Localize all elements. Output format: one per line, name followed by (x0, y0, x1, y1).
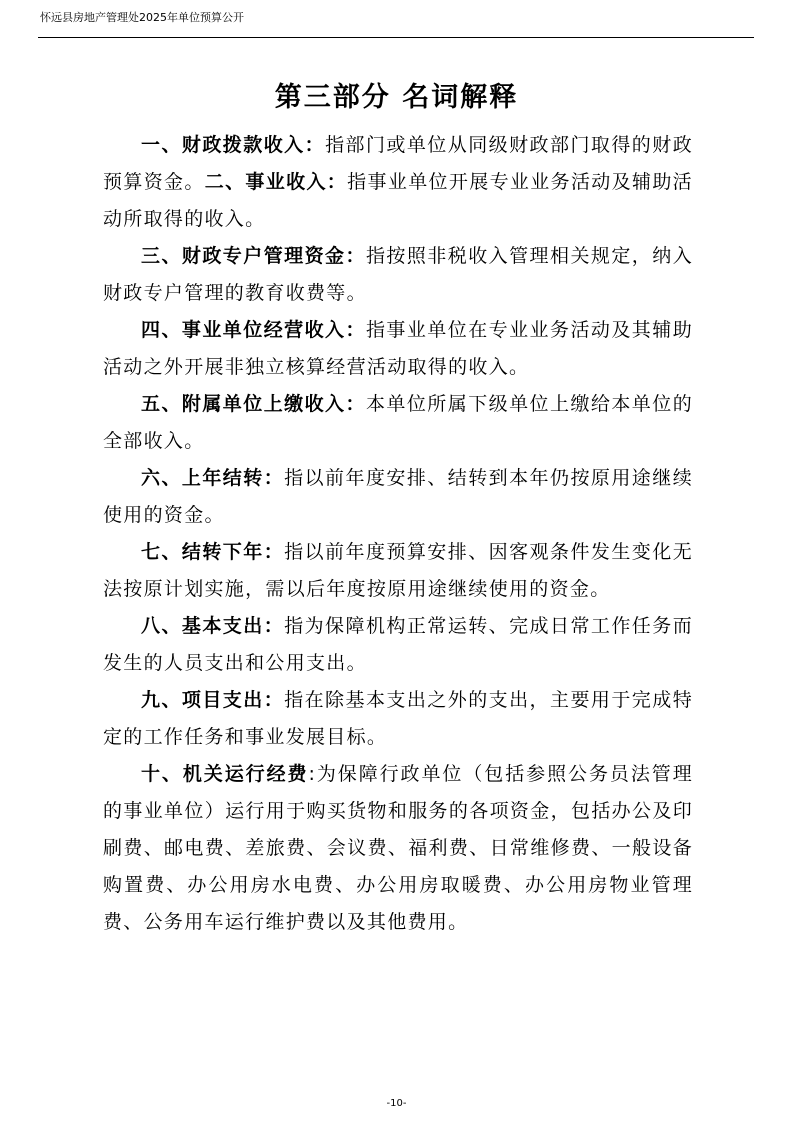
glossary-term: 一、财政拨款收入： (141, 134, 326, 156)
glossary-paragraph-7 (103, 608, 693, 682)
glossary-paragraph-8 (103, 682, 693, 756)
glossary-definition: :为保障行政单位（包括参照公务员法管理的事业单位）运行用于购买货物和服务的各项资金，包括办公及印刷费、邮电费、差旅费、会议费、福利费、日常维修费、一般设备购置费、办公用房水电费、办公用房取暖费、办公用房物业管理费、公务用车运行维护费以及其他费用。 (103, 763, 693, 933)
glossary-body (103, 127, 693, 941)
glossary-term: 八、基本支出： (141, 615, 285, 637)
glossary-paragraph-1 (103, 127, 693, 238)
glossary-definition: 指以前年度预算安排、因客观条件发生变化无法按原计划实施，需以后年度按原用途继续使用的资金。 (103, 541, 693, 600)
glossary-term: 三、财政专户管理资金： (141, 245, 366, 267)
glossary-term: 五、附属单位上缴收入： (141, 393, 366, 415)
glossary-definition: 指在除基本支出之外的支出，主要用于完成特定的工作任务和事业发展目标。 (103, 689, 693, 748)
glossary-definition: 本单位所属下级单位上缴给本单位的全部收入。 (103, 393, 693, 452)
glossary-term: 二、事业收入： (204, 171, 348, 193)
header-divider (38, 37, 754, 38)
glossary-definition: 指事业单位在专业业务活动及其辅助活动之外开展非独立核算经营活动取得的收入。 (103, 319, 693, 378)
glossary-paragraph-3 (103, 312, 693, 386)
glossary-paragraph-5 (103, 460, 693, 534)
glossary-paragraph-6 (103, 534, 693, 608)
glossary-term: 七、结转下年： (141, 541, 285, 563)
glossary-definition: 指按照非税收入管理相关规定，纳入财政专户管理的教育收费等。 (103, 245, 693, 304)
glossary-definition: 指事业单位开展专业业务活动及辅助活动所取得的收入。 (103, 171, 693, 230)
glossary-paragraph-4 (103, 386, 693, 460)
glossary-definition: 指以前年度安排、结转到本年仍按原用途继续使用的资金。 (103, 467, 693, 526)
section-title: 第三部分 名词解释 (274, 82, 519, 113)
glossary-term: 十、机关运行经费 (141, 763, 309, 785)
document-header-title: 怀远县房地产管理处2025年单位预算公开 (40, 11, 244, 24)
glossary-paragraph-2 (103, 238, 693, 312)
glossary-term: 九、项目支出： (141, 689, 285, 711)
glossary-term: 六、上年结转： (141, 467, 285, 489)
page-number: -10- (386, 1098, 407, 1109)
glossary-term: 四、事业单位经营收入： (141, 319, 366, 341)
glossary-definition: 指为保障机构正常运转、完成日常工作任务而发生的人员支出和公用支出。 (103, 615, 693, 674)
glossary-definition: 指部门或单位从同级财政部门取得的财政预算资金。 (103, 134, 694, 193)
glossary-paragraph-9 (103, 756, 693, 941)
